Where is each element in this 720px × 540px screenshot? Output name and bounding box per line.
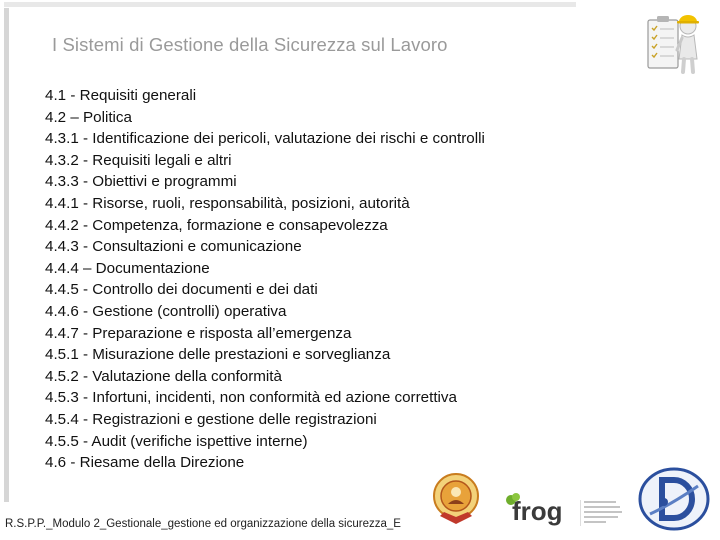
list-item: 4.4.7 - Preparazione e risposta all’emergenza: [45, 324, 352, 342]
left-divider: [4, 8, 9, 502]
list-item: 4.3.2 - Requisiti legali e altri: [45, 151, 232, 169]
list-item: 4.4.3 - Consultazioni e comunicazione: [45, 238, 302, 256]
top-divider: [4, 2, 576, 7]
frog-caption-graphic: [580, 498, 630, 528]
list-item: 4.4.5 - Controllo dei documenti e dei dati: [45, 281, 318, 299]
list-item: 4.4.1 - Risorse, ruoli, responsabilità, posizioni, autorità: [45, 194, 410, 212]
list-item: 4.5.1 - Misurazione delle prestazioni e sorveglianza: [45, 346, 391, 364]
list-item: 4.3.1 - Identificazione dei pericoli, valutazione dei rischi e controlli: [45, 130, 485, 148]
requirements-list: [45, 85, 485, 474]
list-item: 4.5.4 - Registrazioni e gestione delle registrazioni: [45, 410, 377, 428]
list-item: 4.5.5 - Audit (verifiche ispettive interne): [45, 432, 308, 450]
d-logo: [636, 466, 712, 532]
list-item: 4.4.6 - Gestione (controlli) operativa: [45, 302, 287, 320]
footer-caption: R.S.P.P._Modulo 2_Gestionale_gestione ed organizzazione della sicurezza_E: [5, 518, 401, 530]
list-item: 4.4.2 - Competenza, formazione e consapevolezza: [45, 216, 388, 234]
frog-logo-text: frog: [512, 496, 563, 526]
list-item: 4.3.3 - Obiettivi e programmi: [45, 173, 237, 191]
list-item: 4.2 – Politica: [45, 108, 132, 126]
slide-title: I Sistemi di Gestione della Sicurezza sul Lavoro: [52, 34, 448, 55]
frog-logo: [502, 488, 576, 526]
emblem-logo: [428, 470, 484, 528]
list-item: 4.5.2 - Valutazione della conformità: [45, 367, 282, 385]
list-item: 4.1 - Requisiti generali: [45, 87, 197, 104]
list-item: 4.6 - Riesame della Direzione: [45, 454, 245, 472]
list-item: 4.4.4 – Documentazione: [45, 259, 210, 277]
checklist-icon: [646, 6, 702, 76]
list-item: 4.5.3 - Infortuni, incidenti, non conformità ed azione correttiva: [45, 389, 457, 407]
